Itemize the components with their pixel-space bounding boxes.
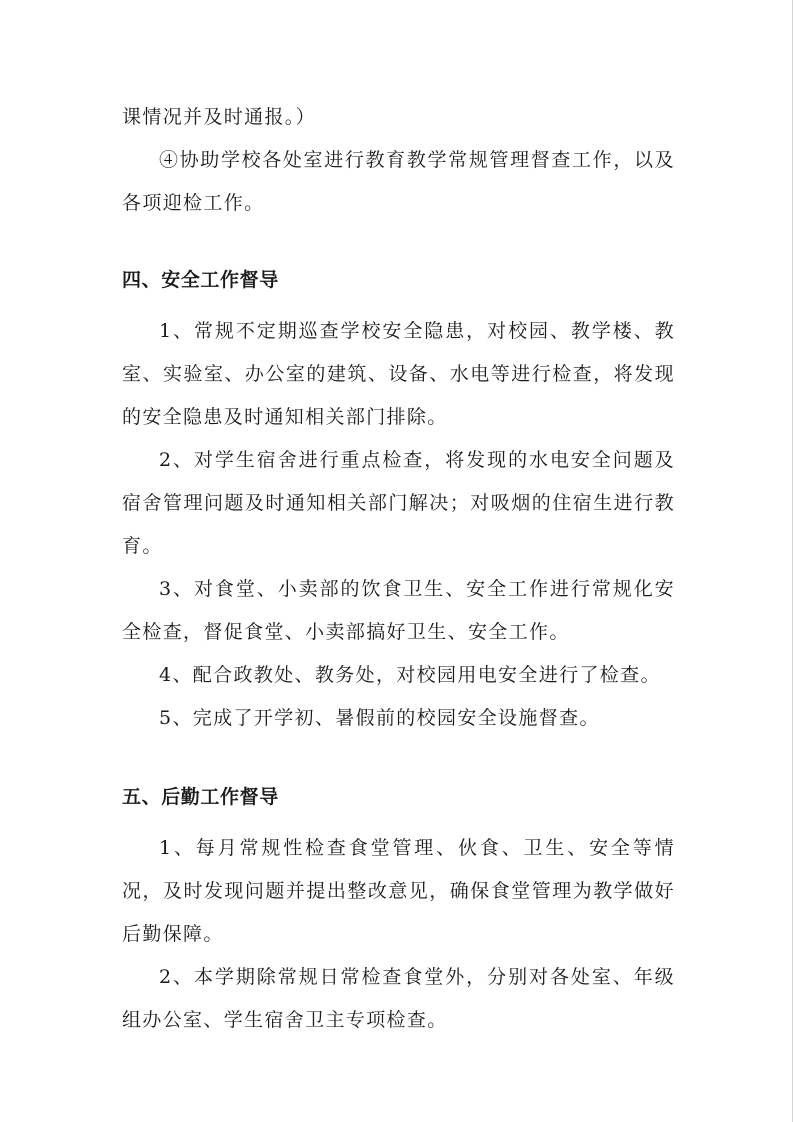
section-5-item-1: 1、每月常规性检查食堂管理、伙食、卫生、安全等情况，及时发现问题并提出整改意见，确保食堂管理为教学做好后勤保障。 xyxy=(122,837,675,945)
section-4-item-5: 5、完成了开学初、暑假前的校园安全设施督查。 xyxy=(159,707,600,729)
section-5-item-2: 2、本学期除常规日常检查食堂外，分别对各处室、年级组办公室、学生宿舍卫主专项检查。 xyxy=(122,966,675,1031)
section-4-item-3: 3、对食堂、小卖部的饮食卫生、安全工作进行常规化安全检查，督促食堂、小卖部搞好卫生、安全工作。 xyxy=(122,578,675,643)
item-4-paragraph: ④协助学校各处室进行教育教学常规管理督查工作，以及各项迎检工作。 xyxy=(122,149,675,214)
section-4-heading: 四、安全工作督导 xyxy=(122,269,279,291)
section-5-heading: 五、后勤工作督导 xyxy=(122,786,279,808)
section-4-item-2: 2、对学生宿舍进行重点检查，将发现的水电安全问题及宿舍管理问题及时通知相关部门解决；对吸烟的住宿生进行教育。 xyxy=(122,449,675,557)
document-body xyxy=(122,96,675,1042)
continuation-line: 课情况并及时通报。） xyxy=(122,106,317,128)
section-4-item-1: 1、常规不定期巡查学校安全隐患，对校园、教学楼、教室、实验室、办公室的建筑、设备、水电等进行检查，将发现的安全隐患及时通知相关部门排除。 xyxy=(122,320,675,428)
section-4-item-4: 4、配合政教处、教务处，对校园用电安全进行了检查。 xyxy=(159,664,661,686)
